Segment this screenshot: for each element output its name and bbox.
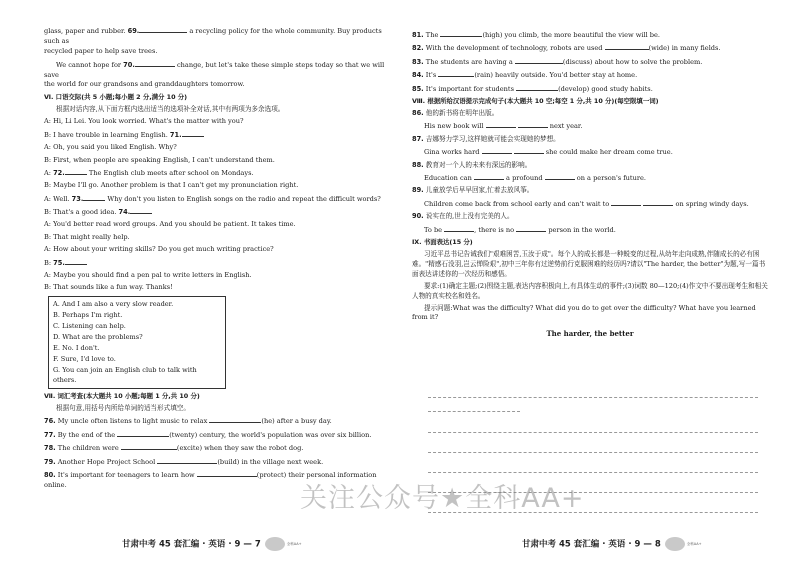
left-column (44, 26, 386, 493)
question-number: 71. (169, 130, 182, 139)
chinese-prompt: 说实在的,世上没有完美的人。 (425, 212, 514, 221)
section-title: Ⅷ. 根据所给汉语提示完成句子(本大题共 10 空;每空 1 分,共 10 分)(每空限填一词) (412, 97, 659, 106)
logo-text: 全科AA+ (686, 542, 702, 546)
question-number: 83. (412, 57, 424, 66)
answer-blank[interactable] (444, 225, 474, 232)
option-item: G. You can join an English club to talk with others. (53, 365, 197, 384)
translation-english (412, 147, 768, 158)
vocab-text: The (425, 31, 441, 39)
answer-blank[interactable] (83, 194, 105, 201)
vocab-item (44, 416, 386, 427)
question-number: 81. (412, 31, 424, 39)
question-number: 89. (412, 186, 424, 195)
english-text: person in the world. (546, 225, 616, 234)
dialog-line (44, 245, 386, 255)
passage-text: the world for our grandsons and granddaughters tomorrow. (44, 80, 245, 89)
option-item: D. What are the problems? (53, 332, 143, 341)
section-title: Ⅵ. 口语交际(共 5 小题;每小题 2 分,满分 10 分) (44, 93, 188, 102)
page-footer (122, 537, 302, 551)
vocab-item (412, 30, 768, 41)
dialog-line (44, 117, 386, 127)
vocab-item (412, 70, 768, 81)
vocab-item (412, 57, 768, 68)
right-column (412, 30, 768, 340)
english-text: , there is no (474, 225, 517, 234)
answer-blank[interactable] (474, 173, 504, 180)
answer-blank[interactable] (514, 147, 544, 154)
passage-text: recycled paper to help save trees. (44, 46, 158, 55)
question-number: 88. (412, 160, 424, 169)
passage-text: We cannot hope for (56, 60, 124, 69)
chinese-prompt: 他的新书将在明年出版。 (425, 109, 499, 118)
english-text: Gina works hard (424, 148, 482, 157)
passage-text: a recycling policy for the whole community. Buy products such as (44, 27, 382, 45)
question-number: 86. (412, 109, 424, 118)
english-text: on a person's future. (574, 174, 646, 183)
question-number: 80. (44, 471, 56, 479)
dialog-text: B: Maybe I'll go. Another problem is that I can't get my pronunciation right. (44, 181, 299, 190)
section-title: Ⅶ. 词汇考查(本大题共 10 小题;每题 1 分,共 10 分) (44, 392, 200, 401)
dialog-text: A: How about your writing skills? Do you get much writing practice? (44, 245, 274, 254)
vocab-text: By the end of the (57, 430, 118, 439)
vocab-text: (protect) their personal information online. (44, 471, 377, 489)
answer-blank[interactable] (518, 121, 548, 128)
dialog-text: Why don't you listen to English songs on the radio and repeat the difficult words? (105, 194, 381, 203)
vocab-item (412, 84, 768, 95)
question-number: 84. (412, 71, 424, 80)
english-text: she could make her dream come true. (543, 148, 673, 157)
dialog-line (44, 168, 386, 179)
vocab-text: (develop) good study habits. (558, 84, 653, 93)
answer-blank-69[interactable] (139, 26, 187, 33)
translation-english (412, 225, 768, 236)
option-item: A. And I am also a very slow reader. (53, 300, 174, 309)
question-number: 90. (412, 212, 424, 221)
translation-chinese (412, 135, 768, 145)
vocab-item (412, 43, 768, 54)
answer-blank[interactable] (516, 225, 546, 232)
writing-line[interactable] (428, 397, 758, 398)
vocab-text: The children were (57, 444, 121, 453)
answer-blank[interactable] (516, 84, 558, 91)
dialog-line (44, 156, 386, 166)
vocab-text: It's important for students (425, 84, 517, 93)
translation-chinese (412, 161, 768, 171)
vocab-item (44, 430, 386, 441)
writing-line[interactable] (428, 452, 758, 453)
dialog-line (44, 194, 386, 205)
dialog-text: B: That might really help. (44, 232, 130, 241)
english-text: a profound (503, 174, 545, 183)
essay-title: The harder, the better (546, 329, 634, 339)
answer-blank[interactable] (438, 70, 474, 77)
question-number: 73. (71, 194, 84, 203)
vocab-text: (wide) in many fields. (648, 44, 721, 53)
answer-blank[interactable] (440, 30, 482, 37)
answer-blank[interactable] (197, 470, 257, 477)
question-number: 78. (44, 444, 56, 453)
question-number: 75. (53, 258, 65, 267)
question-number: 82. (412, 44, 424, 53)
question-number: 72. (53, 168, 65, 177)
dialog-text: A: Oh, you said you liked English. Why? (44, 143, 177, 152)
question-number: 76. (44, 417, 56, 426)
passage-paragraph (44, 26, 386, 57)
question-number: 77. (44, 430, 56, 439)
english-text: next year. (547, 122, 583, 131)
writing-line[interactable] (428, 472, 758, 473)
question-number: 87. (412, 134, 424, 143)
answer-blank-70[interactable] (135, 60, 175, 67)
question-number: 70. (123, 60, 135, 69)
page-number: 9 — 7 (234, 539, 261, 550)
answer-blank[interactable] (611, 199, 641, 206)
dialog-text: B: First, when people are speaking English, I can't understand them. (44, 155, 275, 164)
dialog-line (44, 143, 386, 153)
section-instruction: 根据句意,用括号内所给单词的适当形式填空。 (56, 404, 190, 413)
logo-icon (265, 537, 285, 551)
logo-icon (665, 537, 685, 551)
writing-line[interactable] (428, 411, 520, 412)
essay-hints: 提示问题:What was the difficulty? What did you do to get over the difficulty? What have you learned from it? (412, 303, 756, 322)
translation-list (412, 109, 768, 235)
vocab-text: It's important for teenagers to learn how (57, 471, 197, 479)
vocab-list (412, 30, 768, 94)
vocab-text: Another Hope Project School (57, 457, 158, 466)
dialog-line (44, 233, 386, 243)
question-number: 79. (44, 457, 56, 466)
answer-blank[interactable] (157, 457, 217, 464)
answer-blank[interactable] (515, 57, 563, 64)
section-instruction: 根据对话内容,从下面方框内选出适当的选项补全对话,其中有两项为多余选项。 (56, 104, 285, 113)
writing-line[interactable] (428, 432, 758, 433)
chinese-prompt: 吉娜努力学习,这样她就可能会实现她的梦想。 (425, 134, 560, 143)
dialog-text: A: (44, 168, 54, 177)
translation-english (412, 199, 768, 210)
vocab-text: (build) in the village next week. (217, 457, 324, 466)
vocab-text: (discuss) about how to solve the problem. (562, 57, 703, 66)
passage-paragraph (44, 60, 386, 91)
dialog-line (44, 220, 386, 230)
answer-blank[interactable] (482, 147, 512, 154)
option-item: C. Listening can help. (53, 322, 126, 331)
dialog (44, 117, 386, 293)
dialog-text: A: Maybe you should find a pen pal to write letters in English. (44, 271, 252, 280)
answer-blank[interactable] (643, 199, 673, 206)
dialog-text: A: You'd better read word groups. And you should be patient. It takes time. (44, 220, 296, 229)
chinese-prompt: 儿童放学后早早回家,忙着去放风筝。 (425, 186, 534, 195)
translation-chinese (412, 109, 768, 119)
question-number: 85. (412, 84, 424, 93)
answer-blank[interactable] (182, 130, 204, 137)
answer-blank[interactable] (117, 430, 169, 437)
section-title: Ⅸ. 书面表达(15 分) (412, 238, 473, 247)
logo-text: 全科AA+ (286, 542, 302, 546)
english-text: To be (424, 225, 445, 234)
dialog-text: The English club meets after school on Mondays. (86, 168, 254, 177)
footer-text: 甘肃中考 45 套汇编 · 英语 · (522, 539, 635, 550)
dialog-text: A: Well. (44, 194, 72, 203)
answer-blank[interactable] (130, 207, 152, 214)
essay-requirements: 要求:(1)确定主题;(2)围绕主题,表达内容积极向上,有具体生动的事件;(3)词数 80—120;(4)作文中不要出现考生和相关人物的真实校名和姓名。 (412, 281, 768, 300)
dialog-text: B: That's a good idea. (44, 208, 119, 217)
option-item: E. No. I don't. (53, 343, 100, 352)
options-box (48, 296, 226, 389)
page-number: 9 — 8 (634, 539, 661, 550)
dialog-text: B: (44, 258, 54, 267)
question-number: 74. (118, 208, 131, 217)
translation-english (412, 173, 768, 184)
question-number: 69. (127, 27, 140, 35)
dialog-line (44, 271, 386, 281)
english-text: His new book will (424, 122, 486, 131)
footer-text: 甘肃中考 45 套汇编 · 英语 · (122, 539, 235, 550)
translation-chinese (412, 212, 768, 222)
vocab-text: It's (425, 71, 439, 80)
vocab-text: With the development of technology, robots are used (425, 44, 605, 53)
dialog-text: B: That sounds like a fun way. Thanks! (44, 283, 173, 292)
english-text: Education can (424, 174, 474, 183)
chinese-prompt: 教育对一个人的未来有深远的影响。 (425, 160, 532, 169)
passage-text: change, but let's take these simple steps today so that we will save (44, 60, 385, 79)
answer-blank[interactable] (605, 43, 649, 50)
vocab-text: (excite) when they saw the robot dog. (176, 444, 304, 453)
answer-blank[interactable] (65, 168, 87, 175)
option-item: F. Sure, I'd love to. (53, 354, 116, 363)
essay-prompt: 习近平总书记告诫我们"艰难困苦,玉汝于成"。每个人的成长都是一种蜕变的过程,从幼年走向成熟,伴随成长的必有困难。"精感石没羽,岂云惮险艰",初中三年你有过逆势前行克服困难的经历吗?请以"The harder, the better"为题,写一篇书面表达讲述你的一次经历和感悟。 (412, 250, 766, 278)
dialog-line (44, 181, 386, 191)
dialog-text: B: I have trouble in learning English. (44, 130, 170, 139)
answer-blank[interactable] (65, 258, 87, 265)
watermark: 关注公众号★全科AA+ (300, 483, 585, 514)
vocab-text: (high) you climb, the more beautiful the view will be. (482, 31, 661, 39)
passage-text: glass, paper and rubber. (44, 27, 128, 35)
vocab-item (44, 443, 386, 454)
dialog-line (44, 130, 386, 141)
translation-chinese (412, 186, 768, 196)
vocab-text: (he) after a busy day. (261, 417, 332, 426)
answer-blank[interactable] (121, 443, 177, 450)
dialog-text: A: Hi, Li Lei. You look worried. What's the matter with you? (44, 117, 244, 126)
english-text: Children come back from school early and can't wait to (424, 199, 612, 208)
dialog-line (44, 207, 386, 218)
translation-english (412, 121, 768, 132)
vocab-text: (rain) heavily outside. You'd better stay at home. (474, 71, 638, 80)
answer-blank[interactable] (209, 416, 261, 423)
answer-blank[interactable] (545, 173, 575, 180)
dialog-line (44, 258, 386, 269)
english-text: on spring windy days. (673, 199, 749, 208)
answer-blank[interactable] (486, 121, 516, 128)
dialog-line (44, 283, 386, 293)
page-footer (522, 537, 702, 551)
vocab-item (44, 457, 386, 468)
vocab-text: (twenty) century, the world's population was over six billion. (169, 430, 372, 439)
option-item: B. Perhaps I'm right. (53, 311, 123, 320)
vocab-text: My uncle often listens to light music to relax (57, 417, 210, 426)
vocab-text: The students are having a (425, 57, 515, 66)
